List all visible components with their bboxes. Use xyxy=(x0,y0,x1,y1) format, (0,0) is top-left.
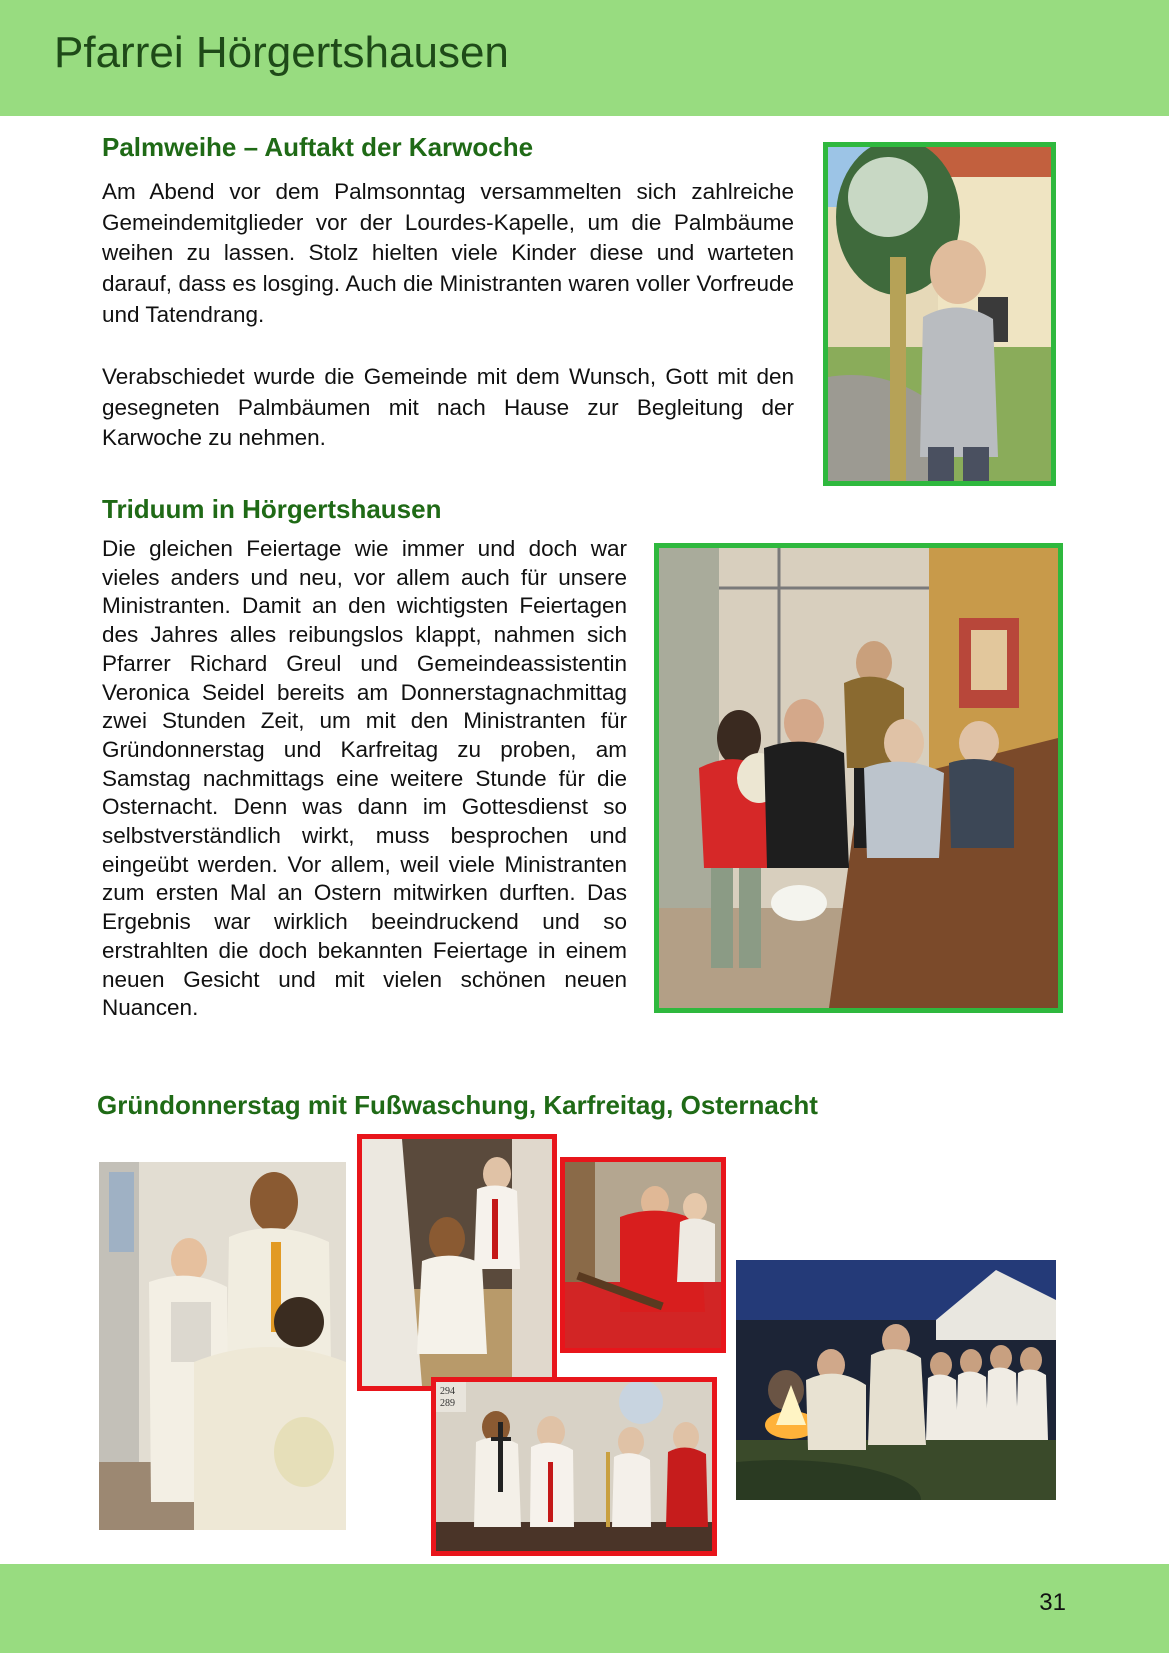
page-title: Pfarrei Hörgertshausen xyxy=(54,28,509,77)
photo-easter-vigil-fire xyxy=(736,1260,1056,1500)
palmweihe-paragraph-1: Am Abend vor dem Palmsonntag versammelten sich zahlreiche Gemeindemitglieder vor der Lourdes-Kapelle, um die Palmbäume weihen zu lassen. Stolz hielten viele Kinder diese und warteten darauf, dass es losging. Auch die Ministranten waren voller Vorfreude und Tatendrang. xyxy=(102,179,794,327)
page-number: 31 xyxy=(1039,1589,1066,1616)
photo-priest-at-cross xyxy=(560,1157,726,1353)
hymn-number-bottom: 289 xyxy=(440,1398,455,1409)
footer-band xyxy=(0,1564,1169,1653)
section-heading-palmweihe: Palmweihe – Auftakt der Karwoche xyxy=(102,132,534,162)
photo-boy-with-palm xyxy=(823,142,1056,486)
photo-rehearsal-in-church xyxy=(654,543,1063,1013)
palmweihe-paragraph-2: Verabschiedet wurde die Gemeinde mit dem Wunsch, Gott mit den gesegneten Palmbäumen mit nach Hause zur Begleitung der Karwoche zu nehmen. xyxy=(102,364,794,451)
section-heading-gruendonnerstag: Gründonnerstag mit Fußwaschung, Karfreitag, Osternacht xyxy=(97,1090,818,1120)
photo-girl-kneeling xyxy=(357,1134,557,1391)
section-heading-triduum: Triduum in Hörgertshausen xyxy=(102,494,442,524)
hymn-number-top: 294 xyxy=(440,1386,455,1397)
photo-altar-servers-with-cross xyxy=(431,1377,717,1556)
triduum-paragraph: Die gleichen Feiertage wie immer und doch war vieles anders und neu, vor allem auch für unsere Ministranten. Damit an den wichtigsten Feiertagen des Jahres alles reibungslos klappt, nahmen sich Pfarrer Richard Greul und Gemeindeassistentin Veronica Seidel bereits am Donnerstagnachmittag zwei Stunden Zeit, um mit den Ministranten für Gründonnerstag und Karfreitag zu proben, am Samstag nachmittags eine weitere Stunde für die Osternacht. Denn was dann im Gottesdienst so selbstverständlich wirkt, muss besprochen und eingeübt werden. Vor allem, weil viele Ministranten zum ersten Mal an Ostern mitwirken durften. Das Ergebnis war wirklich beeindruckend und so erstrahlten die doch bekannten Feiertage in einem neuen Gesicht und mit vielen schönen neuen Nuancen. xyxy=(102,536,627,1021)
photo-foot-washing xyxy=(99,1162,346,1530)
header-band xyxy=(0,0,1169,116)
